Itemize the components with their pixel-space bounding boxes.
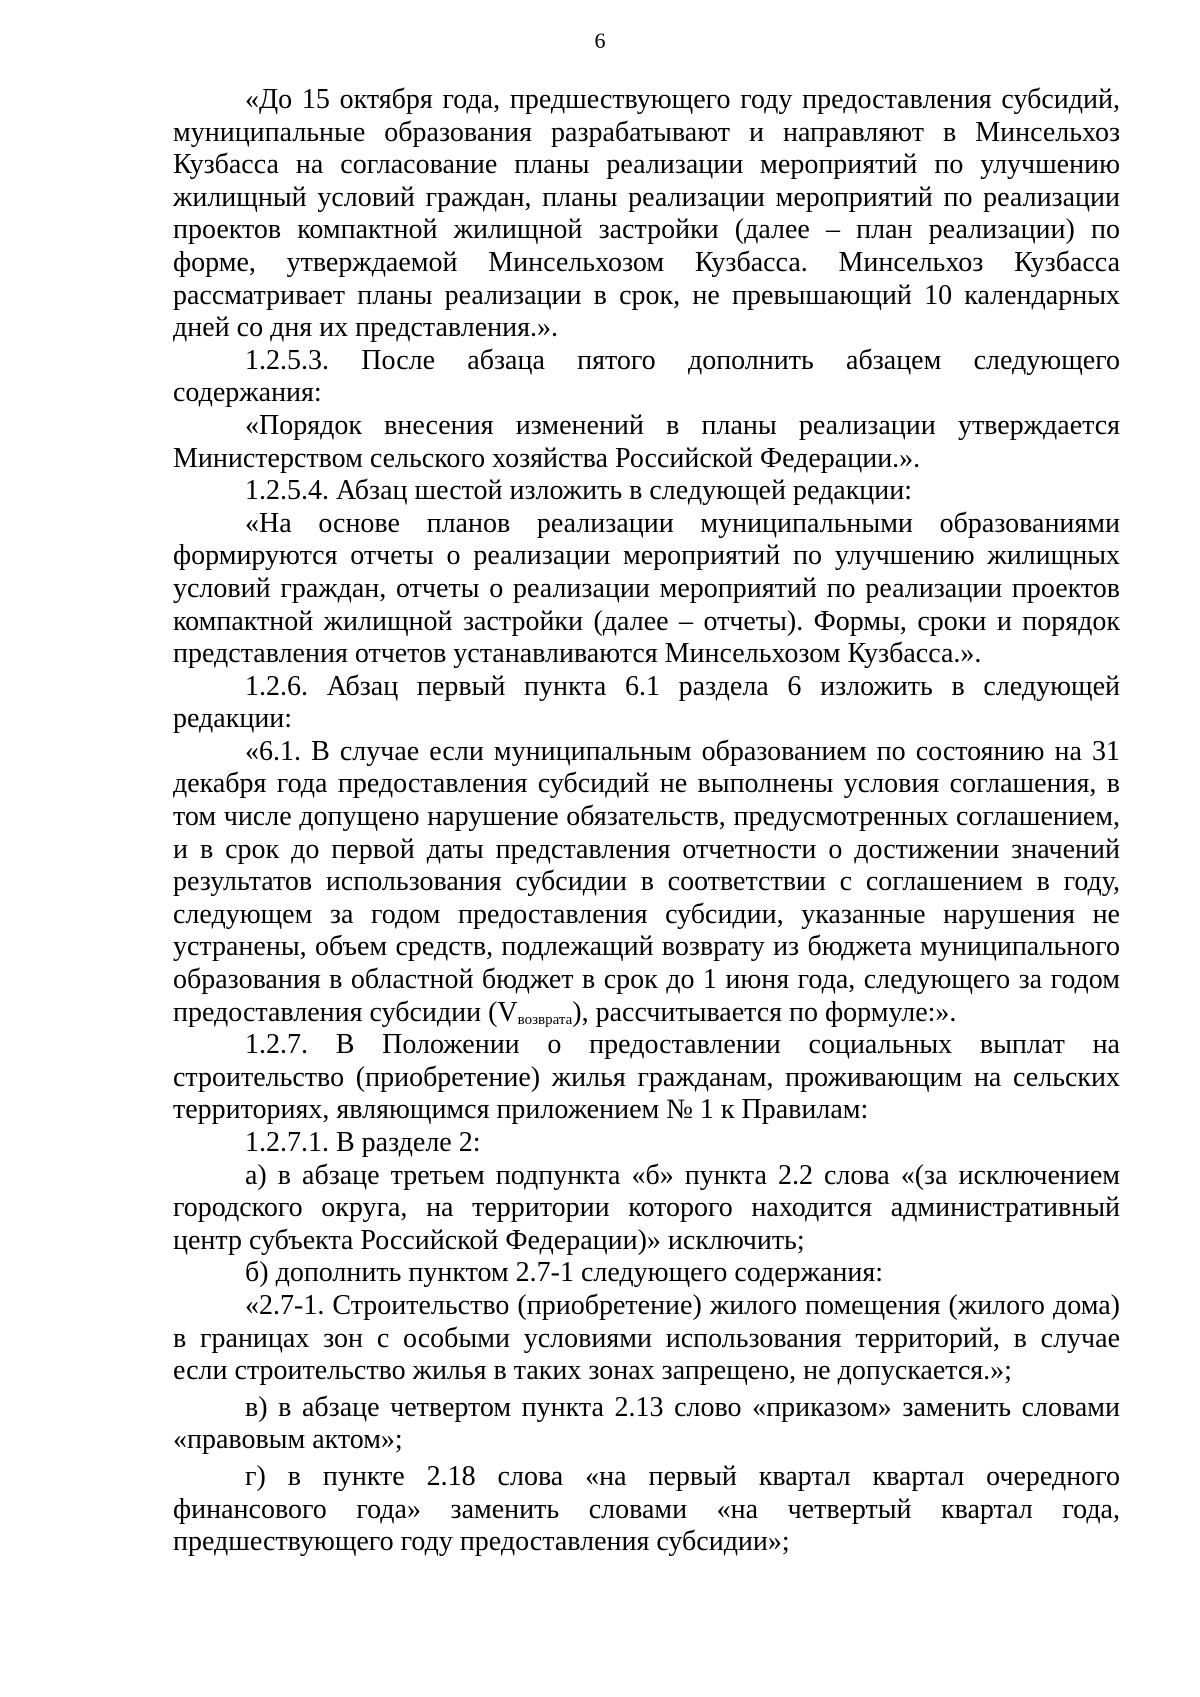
document-body [173, 84, 1120, 1559]
paragraph-item-1-2-5-3: 1.2.5.3. После абзаца пятого дополнить абзацем следующего содержания: [173, 344, 1120, 409]
paragraph-item-1-2-7-1: 1.2.7.1. В разделе 2: [245, 1127, 481, 1158]
paragraph-subitem-b: б) дополнить пунктом 2.7-1 следующего содержания: [245, 1257, 884, 1289]
paragraph-reports: «На основе планов реализации муниципальными образованиями формируются отчеты о реализации мероприятий по улучшению жилищных условий граждан, отчеты о реализации мероприятий по реализации проектов компактной жилищной застройки (далее – отчеты). Формы, сроки и порядок представления отчетов устанавливаются Минсельхозом Кузбасса.». [173, 507, 1120, 670]
paragraph-item-6-1-text: «6.1. В случае если муниципальным образованием по состоянию на 31 декабря года предоставления субсидий не выполнены условия соглашения, в том числе допущено нарушение обязательств, предусмотренных соглашением, и в срок до первой даты представления отчетности о достижении значений результатов использования субсидии в соответствии с соглашением в году, следующем за годом предоставления субсидии, указанные нарушения не устранены, объем средств, подлежащий возврату из бюджета муниципального образования в областной бюджет в срок до 1 июня года, следующего за годом предоставления субсидии (V [173, 735, 1120, 1028]
paragraph-item-2-7-1: «2.7-1. Строительство (приобретение) жилого помещения (жилого дома) в границах зон с особыми условиями использования территорий, в случае если строительство жилья в таких зонах запрещено, не допускается.»; [173, 1289, 1120, 1387]
paragraph-item-1-2-5-4: 1.2.5.4. Абзац шестой изложить в следующей редакции: [245, 475, 913, 507]
paragraph-subitem-a: а) в абзаце третьем подпункта «б» пункта 2.2 слова «(за исключением городского округа, на территории которого находится административный центр субъекта Российской Федерации)» исключить; [173, 1159, 1120, 1256]
paragraph-subitem-v: в) в абзаце четвертом пункта 2.13 слово «приказом» заменить словами «правовым актом»; [173, 1391, 1120, 1456]
paragraph-item-6-1 [173, 736, 1120, 1029]
v-return-subscript: возврата [517, 1011, 573, 1028]
paragraph-deadline-plans: «До 15 октября года, предшествующего году предоставления субсидий, муниципальные образования разрабатывают и направляют в Минсельхоз Кузбасса на согласование планы реализации мероприятий по улучшению жилищный условий граждан, планы реализации мероприятий по реализации проектов компактной жилищной застройки (далее – план реализации) по форме, утверждаемой Минсельхозом Кузбасса. Минсельхоз Кузбасса рассматривает планы реализации в срок, не превышающий 10 календарных дней со дня их представления.». [173, 84, 1120, 344]
page-number: 6 [594, 28, 606, 53]
paragraph-item-6-1-tail: ), рассчитывается по формуле:». [572, 996, 957, 1028]
paragraph-item-1-2-7: 1.2.7. В Положении о предоставлении социальных выплат на строительство (приобретение) жилья гражданам, проживающим на сельских территориях, являющимся приложением № 1 к Правилам: [173, 1029, 1120, 1126]
paragraph-change-procedure: «Порядок внесения изменений в планы реализации утверждается Министерством сельского хозяйства Российской Федерации.». [173, 409, 1120, 474]
paragraph-subitem-g: г) в пункте 2.18 слова «на первый квартал квартал очередного финансового года» заменить словами «на четвертый квартал года, предшествующего году предоставления субсидии»; [173, 1460, 1120, 1558]
paragraph-item-1-2-6: 1.2.6. Абзац первый пункта 6.1 раздела 6 изложить в следующей редакции: [173, 670, 1120, 735]
